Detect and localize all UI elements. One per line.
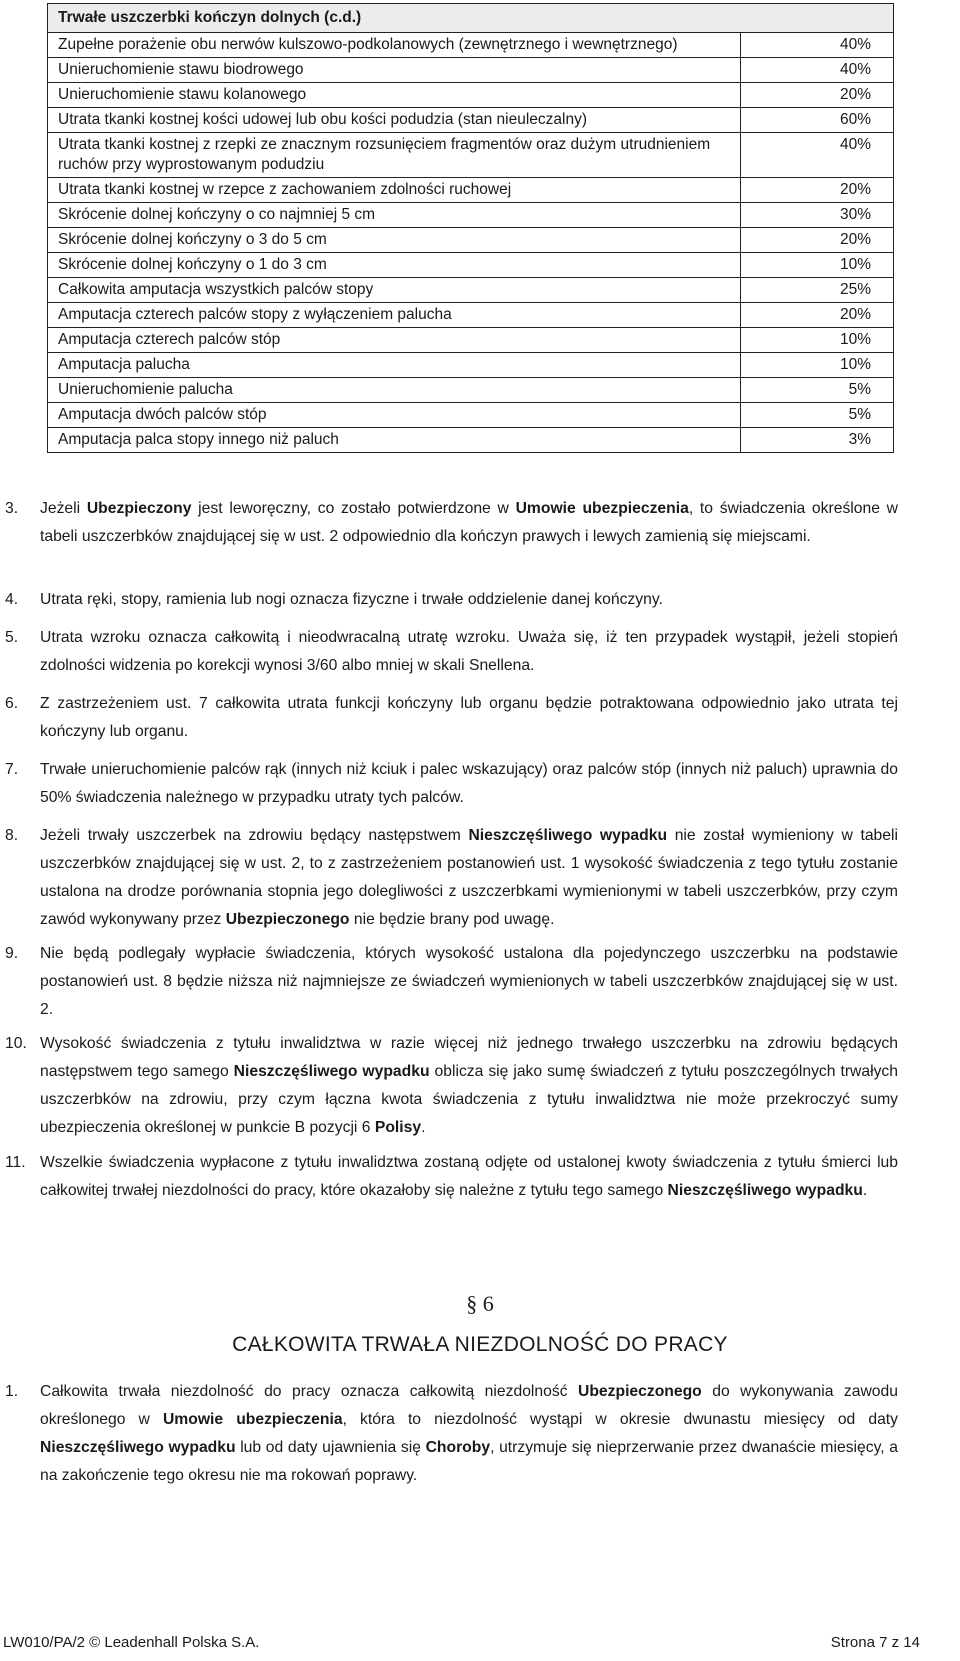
table-row [48,83,894,108]
table-row [48,303,894,328]
table-row [48,58,894,83]
injury-description: Skrócenie dolnej kończyny o co najmniej 5 cm [48,203,741,228]
text-run: Jeżeli trwały uszczerbek na zdrowiu będący następstwem [40,827,469,844]
paragraph-number: 4. [5,591,19,608]
table-row [48,178,894,203]
text-run: Z zastrzeżeniem ust. 7 całkowita utrata funkcji kończyny lub organu będzie potraktowana odpowiednio jako utrata tej kończyny lub organu. [40,695,898,740]
injury-description: Amputacja czterech palców stopy z wyłączeniem palucha [48,303,741,328]
paragraph-number: 5. [5,629,19,646]
paragraph-text [40,1378,898,1490]
injury-description: Unieruchomienie stawu biodrowego [48,58,741,83]
table-header-row [48,4,894,33]
text-run: , utrzymuje się nieprzerwanie przez dwanaście miesięcy, a na zakończenie tego okresu nie ma rokowań poprawy. [40,1439,898,1484]
table-row [48,108,894,133]
table-row [48,353,894,378]
injury-description: Unieruchomienie palucha [48,378,741,403]
benefit-percentage: 20% [741,303,894,328]
defined-term: Choroby [425,1439,491,1456]
paragraph-number: 10. [5,1035,27,1052]
injury-description: Skrócenie dolnej kończyny o 3 do 5 cm [48,228,741,253]
paragraph-text [40,1030,898,1142]
paragraph-number: 7. [5,761,19,778]
paragraph-text [40,624,898,680]
benefit-percentage: 30% [741,203,894,228]
benefit-percentage: 40% [741,133,894,178]
table-row [48,228,894,253]
injury-description: Utrata tkanki kostnej w rzepce z zachowaniem zdolności ruchowej [48,178,741,203]
text-run: Utrata ręki, stopy, ramienia lub nogi oznacza fizyczne i trwałe oddzielenie danej kończyny. [40,591,663,608]
text-run: Jeżeli [40,500,87,517]
defined-term: Nieszczęśliwego wypadku [233,1063,430,1080]
injury-description: Zupełne porażenie obu nerwów kulszowo-podkolanowych (zewnętrznego i wewnętrznego) [48,33,741,58]
defined-term: Umowie ubezpieczenia [162,1411,343,1428]
paragraph-text [40,940,898,1024]
benefit-percentage: 25% [741,278,894,303]
defined-term: Ubezpieczonego [578,1383,702,1400]
benefit-percentage: 20% [741,83,894,108]
text-run: Wszelkie świadczenia wypłacone z tytułu inwalidztwa zostaną odjęte od ustalonej kwoty świadczenia z tytułu śmierci lub całkowitej trwałej niezdolności do pracy, które okazałoby się należne z tytułu tego samego [40,1154,898,1199]
paragraph-number: 6. [5,695,19,712]
text-run: Nie będą podlegały wypłacie świadczenia, których wysokość ustalona dla pojedynczego uszczerbku na podstawie postanowień ust. 8 będzie niższa niż najmniejsze ze świadczeń wymienionych w tabeli uszczerbków znajdującej się w ust. 2. [40,945,898,1018]
benefit-percentage: 20% [741,228,894,253]
benefit-percentage: 10% [741,353,894,378]
benefit-percentage: 20% [741,178,894,203]
benefit-percentage: 60% [741,108,894,133]
injury-table [47,3,894,453]
benefit-percentage: 5% [741,378,894,403]
text-run: do wykonywania zawodu określonego w [40,1383,898,1428]
injury-description: Amputacja palucha [48,353,741,378]
paragraph-text [40,1149,898,1205]
benefit-percentage: 10% [741,253,894,278]
paragraph-text [40,690,898,746]
section-number: § 6 [466,1291,494,1316]
paragraph-number: 8. [5,827,19,844]
defined-term: Polisy [374,1119,422,1136]
injury-description: Amputacja czterech palców stóp [48,328,741,353]
table-row [48,133,894,178]
table-row [48,253,894,278]
table-row [48,33,894,58]
text-run: jest leworęczny, co zostało potwierdzone w [191,500,516,517]
paragraph-text [40,822,898,934]
defined-term: Ubezpieczonego [225,911,350,928]
table-row [48,328,894,353]
text-run: Trwałe unieruchomienie palców rąk (innych niż kciuk i palec wskazujący) oraz palców stóp (innych niż paluch) uprawnia do 50% świadczenia należnego w przypadku utraty tych palców. [40,761,898,806]
text-run: , która to niezdolność wystąpi w okresie dwunastu miesięcy od daty [342,1411,898,1428]
injury-description: Skrócenie dolnej kończyny o 1 do 3 cm [48,253,741,278]
text-run: . [862,1182,868,1199]
benefit-percentage: 5% [741,403,894,428]
defined-term: Nieszczęśliwego wypadku [40,1439,236,1456]
footer-page-number: Strona 7 z 14 [830,1634,920,1651]
defined-term: Nieszczęśliwego wypadku [667,1182,863,1199]
benefit-percentage: 10% [741,328,894,353]
text-run: . [421,1119,426,1136]
paragraph-text [40,586,898,614]
section-title: CAŁKOWITA TRWAŁA NIEZDOLNOŚĆ DO PRACY [232,1333,728,1356]
table-row [48,278,894,303]
paragraph-number: 3. [5,500,19,517]
defined-term: Ubezpieczony [86,500,192,517]
footer-document-id: LW010/PA/2 © Leadenhall Polska S.A. [3,1634,260,1651]
paragraph-text [40,495,898,551]
benefit-percentage: 40% [741,58,894,83]
paragraph-text [40,756,898,812]
text-run: Wysokość świadczenia z tytułu inwalidztwa w razie więcej niż jednego trwałego uszczerbku na zdrowiu będących następstwem tego samego [40,1035,898,1080]
paragraph-number: 9. [5,945,19,962]
injury-description: Utrata tkanki kostnej z rzepki ze znacznym rozsunięciem fragmentów oraz dużym utrudnieniem ruchów przy wyprostowanym podudziu [48,133,741,178]
defined-term: Umowie ubezpieczenia [515,500,689,517]
table-header: Trwałe uszczerbki kończyn dolnych (c.d.) [48,4,894,33]
text-run: Utrata wzroku oznacza całkowitą i nieodwracalną utratę wzroku. Uważa się, iż ten przypadek wystąpił, jeżeli stopień zdolności widzenia po korekcji wynosi 3/60 albo mniej w skali Snellena. [40,629,898,674]
text-run: nie został wymieniony w tabeli uszczerbków znajdującej się w ust. 2, to z zastrzeżeniem postanowień ust. 1 wysokość świadczenia z tego tytułu zostanie ustalona na drodze porównania stopnia jego dolegliwości z uszczerbkami wymienionymi w tabeli uszczerbków, przy czym zawód wykonywany przez [40,827,898,928]
injury-description: Utrata tkanki kostnej kości udowej lub obu kości podudzia (stan nieuleczalny) [48,108,741,133]
table-row [48,403,894,428]
text-run: Całkowita trwała niezdolność do pracy oznacza całkowitą niezdolność [40,1383,578,1400]
injury-description: Amputacja palca stopy innego niż paluch [48,428,741,453]
benefit-percentage: 3% [741,428,894,453]
text-run: lub od daty ujawnienia się [235,1439,426,1456]
table-row [48,378,894,403]
injury-description: Amputacja dwóch palców stóp [48,403,741,428]
table-row [48,428,894,453]
paragraph-number: 11. [5,1154,26,1171]
text-run: oblicza się jako sumę świadczeń z tytułu poszczególnych trwałych uszczerbków na zdrowiu, przy czym łączna kwota świadczenia z tytułu inwalidztwa nie może przekroczyć sumy ubezpieczenia określonej w punkcie B pozycji 6 [40,1063,898,1136]
injury-description: Unieruchomienie stawu kolanowego [48,83,741,108]
text-run: nie będzie brany pod uwagę. [349,911,555,928]
table-row [48,203,894,228]
benefit-percentage: 40% [741,33,894,58]
defined-term: Nieszczęśliwego wypadku [468,827,668,844]
paragraph-number: 1. [5,1383,19,1400]
text-run: , to świadczenia określone w tabeli uszczerbków znajdującej się w ust. 2 odpowiednio dla kończyn prawych i lewych zamienią się miejscami. [40,500,899,545]
injury-description: Całkowita amputacja wszystkich palców stopy [48,278,741,303]
